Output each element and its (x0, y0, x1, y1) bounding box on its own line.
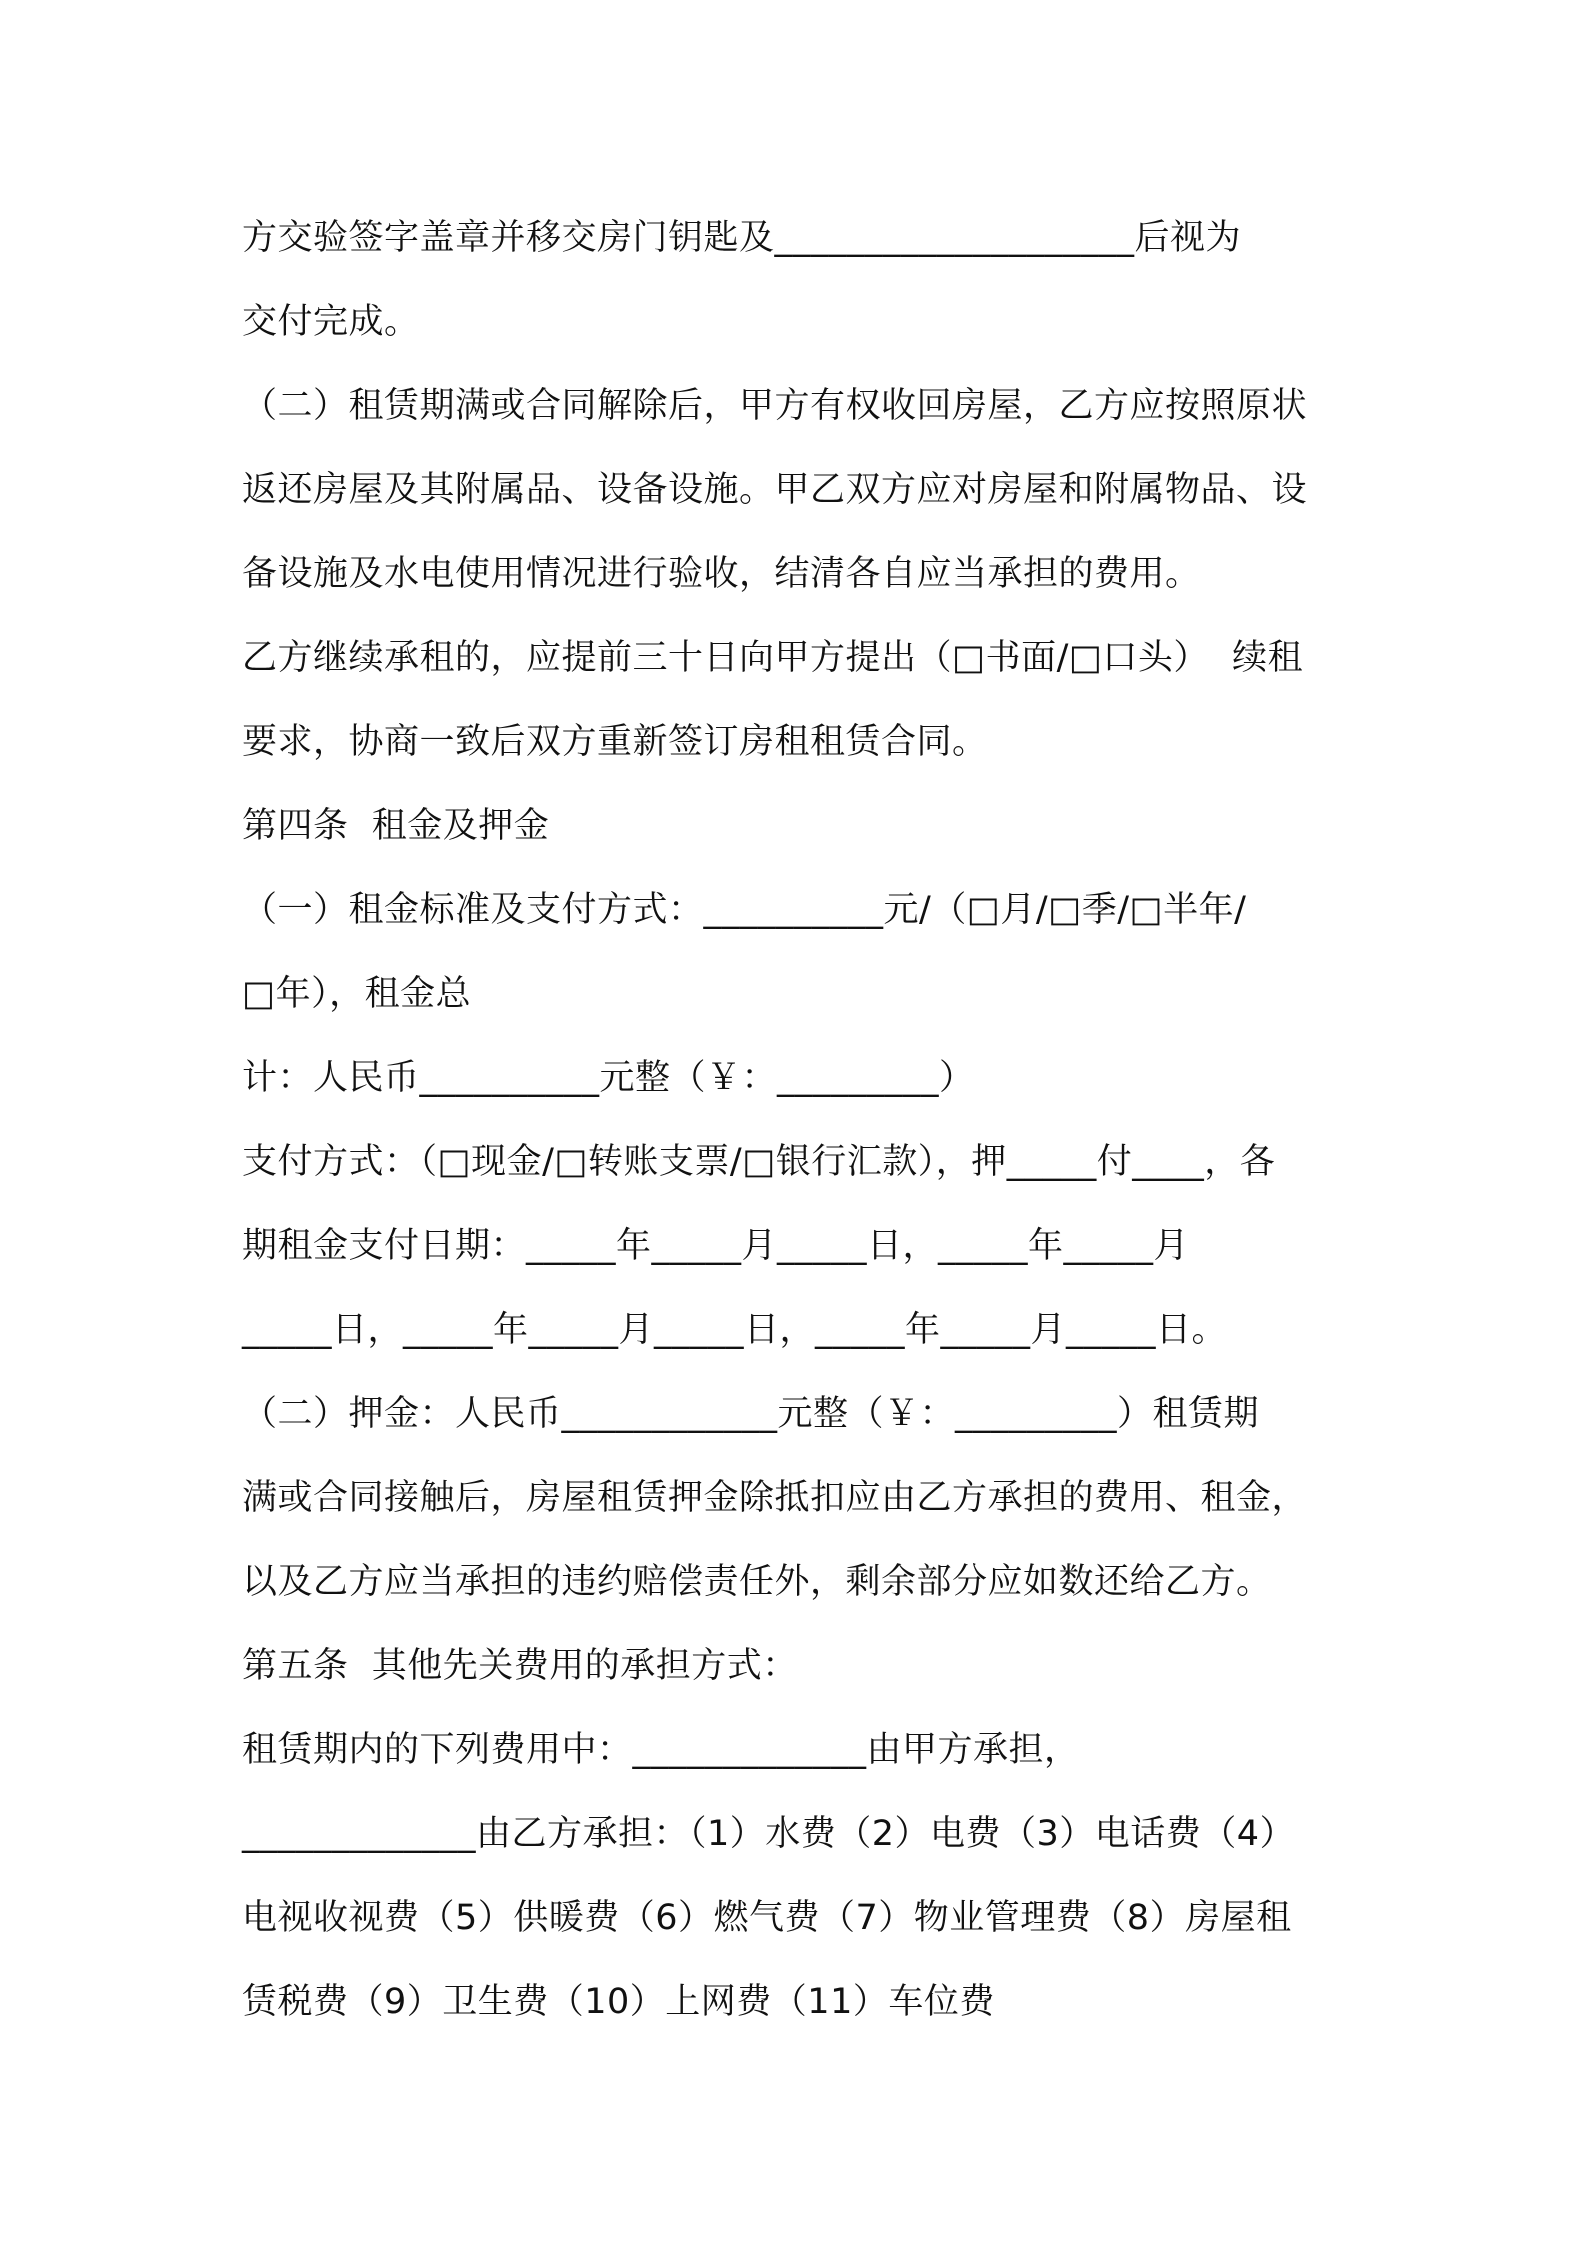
text-line-11: 计：人民币__________元整（￥：_________） (242, 1058, 975, 1098)
text-line-5: 备设施及水电使用情况进行验收，结清各自应当承担的费用。 (242, 554, 1201, 594)
text-line-20: _____________由乙方承担：（1）水费（2）电费（3）电话费（4） (242, 1814, 1296, 1854)
text-line-10: □年），租金总 (242, 974, 472, 1014)
text-line-21: 电视收视费（5）供暖费（6）燃气费（7）物业管理费（8）房屋租 (242, 1898, 1292, 1938)
text-line-6: 乙方继续承租的，应提前三十日向甲方提出（□书面/□口头） 续租 (242, 638, 1304, 678)
text-line-19: 租赁期内的下列费用中：_____________由甲方承担， (242, 1730, 1080, 1770)
text-line-9: （一）租金标准及支付方式：__________元/（□月/□季/□半年/ (242, 890, 1247, 930)
text-line-1: 方交验签字盖章并移交房门钥匙及____________________后视为 (242, 218, 1242, 258)
text-line-13: 期租金支付日期：_____年_____月_____日，_____年_____月 (242, 1226, 1190, 1266)
text-line-12: 支付方式：（□现金/□转账支票/□银行汇款），押_____付____，各 (242, 1142, 1276, 1182)
text-line-15: （二）押金：人民币____________元整（￥：_________）租赁期 (242, 1394, 1260, 1434)
text-line-4: 返还房屋及其附属品、设备设施。甲乙双方应对房屋和附属物品、设 (242, 470, 1308, 510)
text-line-17: 以及乙方应当承担的违约赔偿责任外，剩余部分应如数还给乙方。 (242, 1562, 1272, 1602)
section-heading-article-4: 第四条 租金及押金 (242, 806, 550, 846)
text-line-22: 赁税费（9）卫生费（10）上网费（11）车位费 (242, 1982, 995, 2022)
text-line-3: （二）租赁期满或合同解除后，甲方有权收回房屋，乙方应按照原状 (242, 386, 1308, 426)
text-line-14: _____日，_____年_____月_____日，_____年_____月_____日。 (242, 1310, 1228, 1350)
text-line-2: 交付完成。 (242, 302, 420, 342)
text-line-7: 要求，协商一致后双方重新签订房租租赁合同。 (242, 722, 988, 762)
section-heading-article-5: 第五条 其他先关费用的承担方式： (242, 1646, 798, 1686)
text-line-16: 满或合同接触后，房屋租赁押金除抵扣应由乙方承担的费用、租金， (242, 1478, 1308, 1518)
contract-text-body (242, 196, 1362, 2044)
